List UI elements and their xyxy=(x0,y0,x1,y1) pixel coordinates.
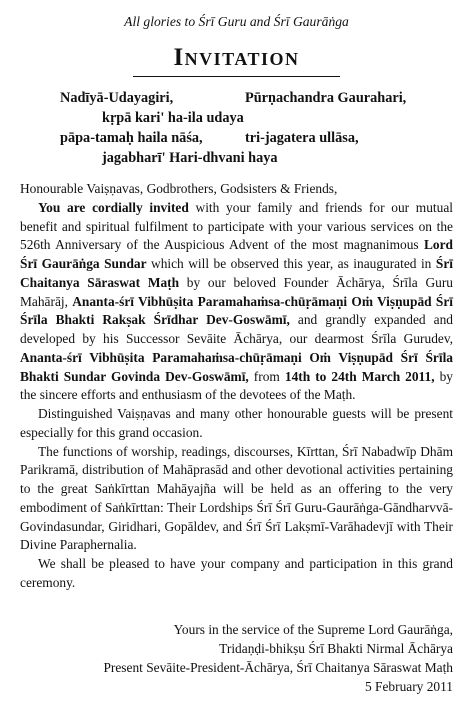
page-title: Invitation xyxy=(173,44,300,71)
verse-line-1a: Nadīyā-Udayagiri, xyxy=(60,90,174,106)
title-underline xyxy=(133,76,340,77)
paragraph-functions: The functions of worship, readings, discourses, Kīrttan, Śrī Nabadwīp Dhām Parikramā, distribution of Mahāprasād and other devotional activities pertaining to the great Saṅkīrttan Mahāyajña will be held as an offering to the very embodiment of Saṅkīrttan: Their Lordships Śrī Śrī Guru-Gaurāṅga-Gāndharvvā-Govindasundar, Giridhari, Gopāldev, and Śrī Śrī Lakṣmī-Varāhadevjī with Their Divine Paraphernalia. xyxy=(20,443,453,553)
math-name: Śrī Chaitanya Sāraswat Maṭh xyxy=(20,256,453,290)
cordially-invited-text: You are cordially invited xyxy=(38,199,189,215)
verse-line-1b: Pūrṇachandra Gaurahari, xyxy=(245,90,407,106)
verse-line-3a: pāpa-tamaḥ haila nāśa, xyxy=(60,130,203,146)
signature-line-1: Yours in the service of the Supreme Lord Gaurāṅga, xyxy=(173,622,453,637)
paragraph-guests: Distinguished Vaiṣṇavas and many other honourable guests will be present especially for this grand occasion. xyxy=(20,406,453,440)
signature-line-2: Tridaṇḍi-bhikṣu Śrī Bhakti Nirmal Āchārya xyxy=(219,641,453,656)
verse-line-2: kṛpā kari' ha-ila udaya xyxy=(102,110,244,126)
signature-line-3: Present Sevāite-President-Āchārya, Śrī Chaitanya Sāraswat Maṭh xyxy=(103,660,453,675)
verse-line-3b: tri-jagatera ullāsa, xyxy=(245,130,359,146)
dedication-line: All glories to Śrī Guru and Śrī Gaurāṅga xyxy=(124,14,349,29)
founder-name: Ananta-śrī Vibhūṣita Paramahaṁsa-chūṛāmaṇi Oṁ Viṣṇupād Śrī Śrīla Bhakti Rakṣak Śrīdhar Dev-Goswāmī, xyxy=(20,293,453,328)
paragraph-closing: We shall be pleased to have your company and participation in this grand ceremony. xyxy=(20,556,453,590)
signature-date: 5 February 2011 xyxy=(364,679,453,694)
successor-name: Ananta-śrī Vibhūṣita Paramahaṁsa-chūṛāmaṇi Oṁ Viṣṇupād Śrī Śrīla Bhakti Sundar Govinda Dev-Goswāmī, xyxy=(20,349,453,384)
verse-line-4: jagabharī' Hari-dhvani haya xyxy=(102,150,278,166)
signature-block xyxy=(53,620,453,696)
paragraph-invitation: You are cordially invited with your family and friends for our mutual benefit and spiritual fulfilment to participate with your various services on the 526th Anniversary of the Auspicious Advent of the most magnanimous Lord Śrī Gaurāṅga Sundar which will be observed this year, as inaugurated in Śrī Chaitanya Sāraswat Maṭh by our beloved Founder Āchārya, Śrīla Guru Mahārāj, Ananta-śrī Vibhūṣita Paramahaṁsa-chūṛāmaṇi Oṁ Viṣṇupād Śrī Śrīla Bhakti Rakṣak Śrīdhar Dev-Goswāmī, and grandly expanded and developed by his Successor Sevāite Āchārya, our dearmost Śrīla Gurudev, Ananta-śrī Vibhūṣita Paramahaṁsa-chūṛāmaṇi Oṁ Viṣṇupād Śrī Śrīla Bhakti Sundar Govinda Dev-Goswāmī, from 14th to 24th March 2011, by the sincere efforts and enthusiasm of the devotees of the Maṭh. xyxy=(20,199,453,403)
event-dates: 14th to 24th March 2011, xyxy=(284,368,435,384)
greeting: Honourable Vaiṣṇavas, Godbrothers, Godsisters & Friends, xyxy=(20,181,338,196)
invitation-body xyxy=(20,180,453,593)
lord-name: Lord Śrī Gaurāṅga Sundar xyxy=(20,237,453,271)
